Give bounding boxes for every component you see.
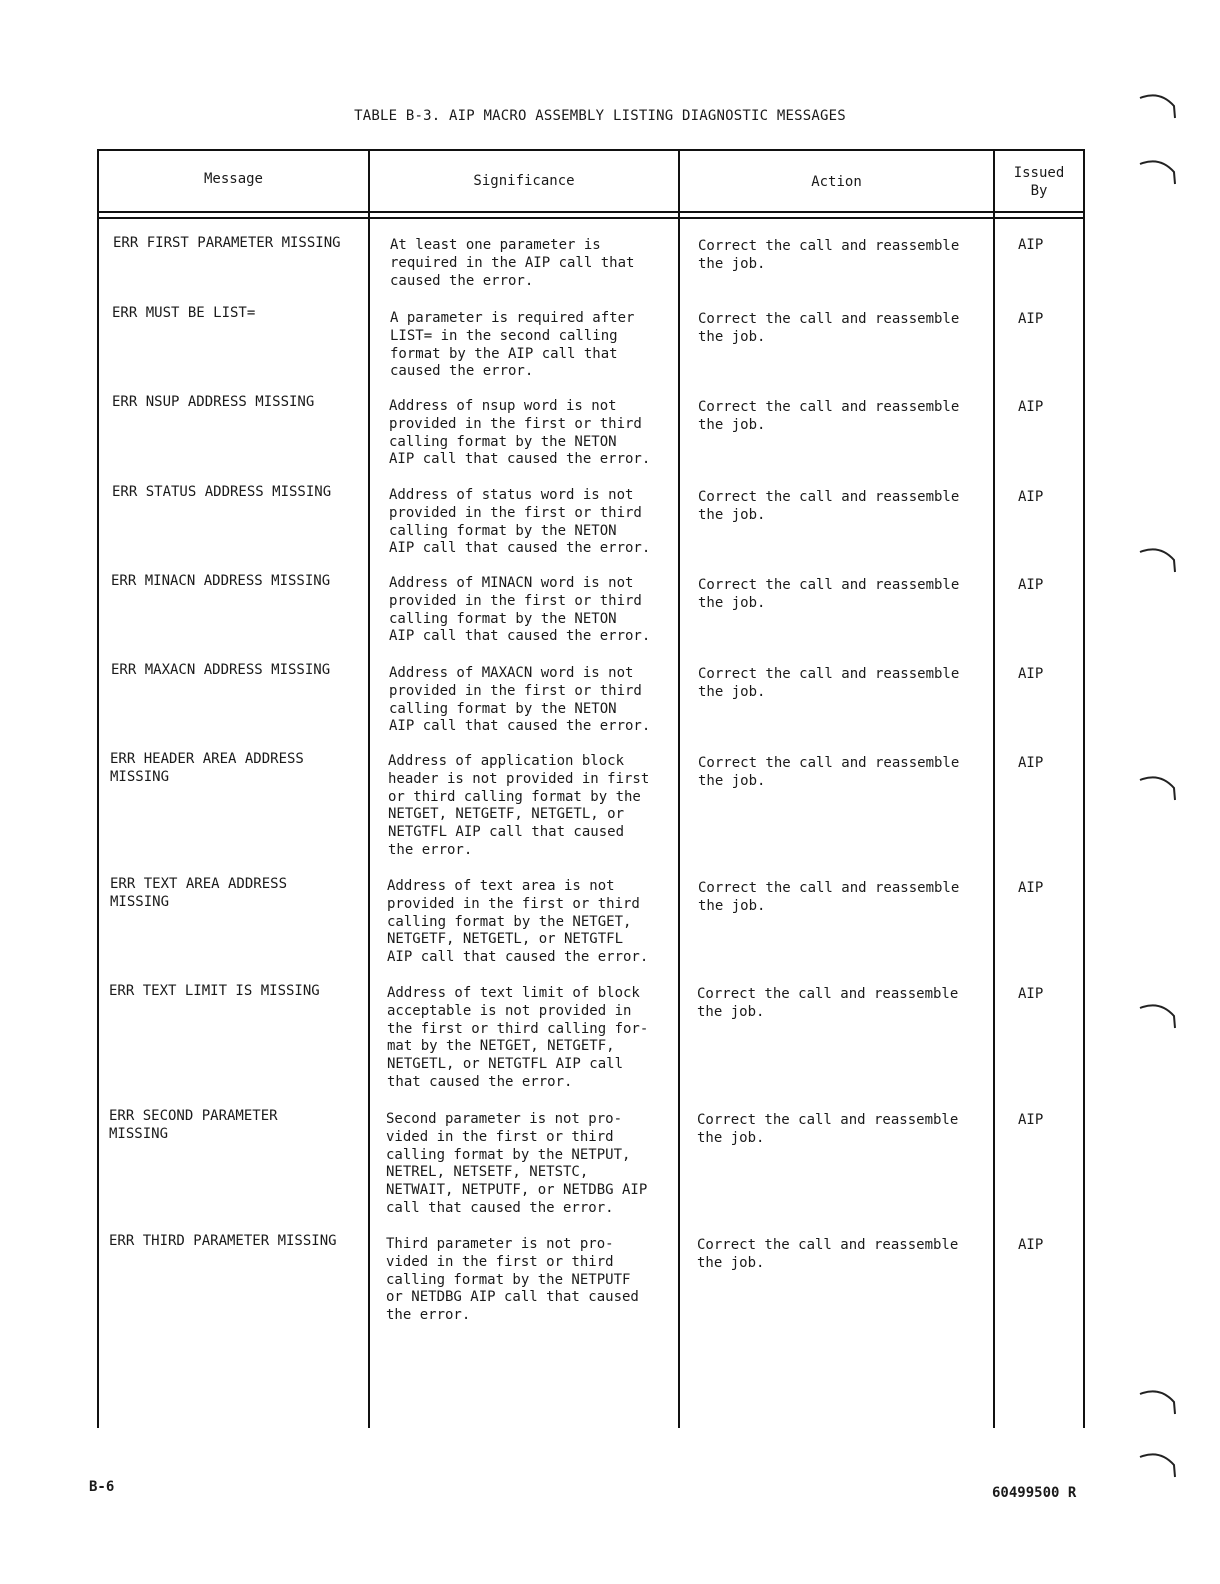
action-cell: Correct the call and reassemble the job.	[698, 666, 960, 700]
issued-by-cell: AIP	[1018, 986, 1044, 1002]
message-cell: ERR FIRST PARAMETER MISSING	[113, 235, 341, 251]
header-message: Message	[203, 171, 263, 187]
significance-cell: Second parameter is not pro- vided in the first or third calling format by the NETPUT, NETREL, NETSETF, NETSTC, NETWAIT, NETPUTF, or NETDBG AIP call that caused the error.	[386, 1111, 648, 1216]
binder-mark-icon	[1138, 88, 1178, 128]
significance-cell: Address of text limit of block acceptable is not provided in the first or third calling for- mat by the NETGET, NETGETF, NETGETL, or NETGTFL AIP call that caused the error.	[387, 985, 649, 1090]
significance-cell: Address of status word is not provided in the first or third calling format by the NETON AIP call that caused the error.	[389, 487, 651, 557]
issued-by-cell: AIP	[1018, 666, 1044, 682]
message-cell: ERR MUST BE LIST=	[112, 305, 256, 321]
binder-mark-icon	[1138, 1447, 1178, 1487]
message-cell: ERR MINACN ADDRESS MISSING	[111, 573, 331, 589]
column-divider	[993, 149, 995, 1428]
message-cell: ERR TEXT LIMIT IS MISSING	[109, 983, 320, 999]
significance-cell: Address of application block header is not provided in first or third calling format by the NETGET, NETGETF, NETGETL, or NETGTFL AIP call that caused the error.	[388, 753, 650, 858]
action-cell: Correct the call and reassemble the job.	[697, 1237, 959, 1271]
action-cell: Correct the call and reassemble the job.	[698, 489, 960, 523]
message-cell: ERR HEADER AREA ADDRESS MISSING	[110, 751, 304, 785]
significance-cell: A parameter is required after LIST= in the second calling format by the AIP call that caused the error.	[390, 310, 635, 380]
action-cell: Correct the call and reassemble the job.	[698, 311, 960, 345]
issued-by-cell: AIP	[1018, 237, 1044, 253]
issued-by-cell: AIP	[1018, 755, 1044, 771]
binder-mark-icon	[1138, 770, 1178, 810]
significance-cell: At least one parameter is required in the AIP call that caused the error.	[390, 237, 635, 289]
significance-cell: Address of MINACN word is not provided in the first or third calling format by the NETON AIP call that caused the error.	[389, 575, 651, 645]
issued-by-cell: AIP	[1018, 577, 1044, 593]
significance-cell: Address of nsup word is not provided in the first or third calling format by the NETON AIP call that caused the error.	[389, 398, 651, 468]
header-issued-by: Issued By	[1013, 165, 1065, 199]
message-cell: ERR NSUP ADDRESS MISSING	[112, 394, 315, 410]
binder-mark-icon	[1138, 998, 1178, 1038]
column-divider	[368, 149, 370, 1428]
action-cell: Correct the call and reassemble the job.	[698, 577, 960, 611]
action-cell: Correct the call and reassemble the job.	[698, 755, 960, 789]
header-significance: Significance	[473, 173, 575, 189]
significance-cell: Address of MAXACN word is not provided in the first or third calling format by the NETON AIP call that caused the error.	[389, 665, 651, 735]
action-cell: Correct the call and reassemble the job.	[697, 1112, 959, 1146]
issued-by-cell: AIP	[1018, 311, 1044, 327]
action-cell: Correct the call and reassemble the job.	[697, 986, 959, 1020]
action-cell: Correct the call and reassemble the job.	[698, 880, 960, 914]
message-cell: ERR MAXACN ADDRESS MISSING	[111, 662, 331, 678]
action-cell: Correct the call and reassemble the job.	[698, 238, 960, 272]
binder-mark-icon	[1138, 1384, 1178, 1424]
issued-by-cell: AIP	[1018, 1112, 1044, 1128]
page-number: B-6	[89, 1479, 115, 1495]
header-action: Action	[811, 174, 862, 190]
binder-mark-icon	[1138, 542, 1178, 582]
message-cell: ERR TEXT AREA ADDRESS MISSING	[110, 876, 288, 910]
header-rule	[97, 217, 1085, 219]
action-cell: Correct the call and reassemble the job.	[698, 399, 960, 433]
issued-by-cell: AIP	[1018, 1237, 1044, 1253]
significance-cell: Third parameter is not pro- vided in the first or third calling format by the NETPUTF or NETDBG AIP call that caused the error.	[386, 1236, 639, 1324]
message-cell: ERR STATUS ADDRESS MISSING	[112, 484, 332, 500]
message-cell: ERR SECOND PARAMETER MISSING	[109, 1108, 278, 1142]
issued-by-cell: AIP	[1018, 880, 1044, 896]
issued-by-cell: AIP	[1018, 399, 1044, 415]
document-number: 60499500 R	[992, 1485, 1077, 1501]
header-rule	[97, 211, 1085, 213]
column-divider	[678, 149, 680, 1428]
table-title: TABLE B-3. AIP MACRO ASSEMBLY LISTING DIAGNOSTIC MESSAGES	[354, 108, 846, 124]
message-cell: ERR THIRD PARAMETER MISSING	[109, 1233, 337, 1249]
significance-cell: Address of text area is not provided in the first or third calling format by the NETGET, NETGETF, NETGETL, or NETGTFL AIP call that caused the error.	[387, 878, 649, 966]
issued-by-cell: AIP	[1018, 489, 1044, 505]
binder-mark-icon	[1138, 154, 1178, 194]
